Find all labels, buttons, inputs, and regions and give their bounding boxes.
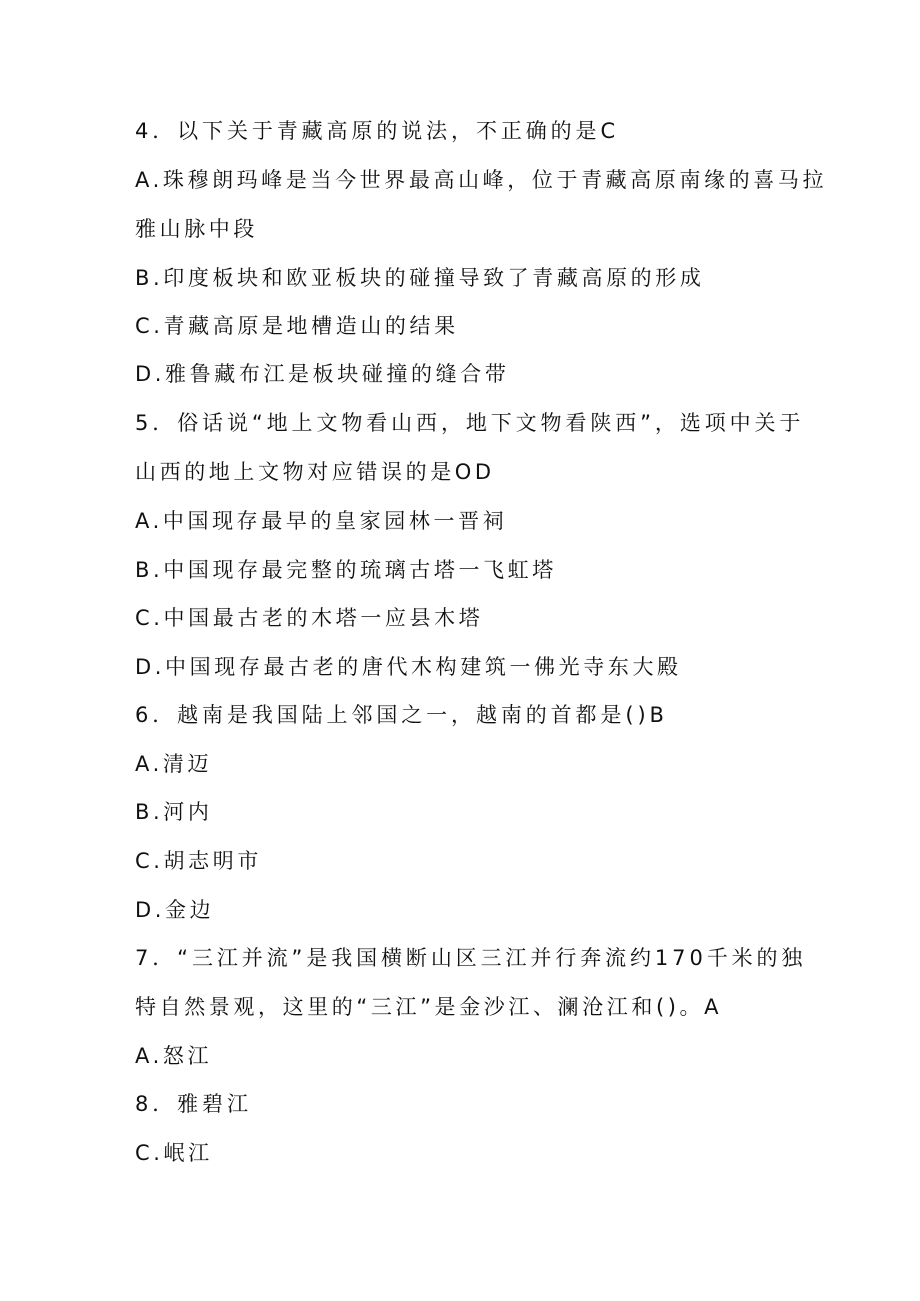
option-4d: D.雅鲁藏布江是板块碰撞的缝合带 <box>135 362 510 386</box>
question-5: 5．俗话说“地上文物看山西，地下文物看陕西”，选项中关于 <box>135 411 805 435</box>
option-4b: B.印度板块和欧亚板块的碰撞导致了青藏高原的形成 <box>135 266 705 290</box>
question-8: 8．雅碧江 <box>135 1092 252 1116</box>
question-7: 7．“三江并流”是我国横断山区三江并行奔流约170千米的独 <box>135 946 807 970</box>
option-6b: B.河内 <box>135 800 213 824</box>
option-4a: A.珠穆朗玛峰是当今世界最高山峰，位于青藏高原南缘的喜马拉 <box>135 168 828 192</box>
question-6: 6．越南是我国陆上邻国之一，越南的首都是()B <box>135 703 668 727</box>
option-7a: A.怒江 <box>135 1044 213 1068</box>
option-4c: C.青藏高原是地槽造山的结果 <box>135 314 459 338</box>
option-5c: C.中国最古老的木塔一应县木塔 <box>135 606 484 630</box>
option-4a-continued: 雅山脉中段 <box>135 217 258 241</box>
question-4: 4．以下关于青藏高原的说法，不正确的是C <box>135 119 620 143</box>
option-5b: B.中国现存最完整的琉璃古塔一飞虹塔 <box>135 558 557 582</box>
option-7c: C.岷江 <box>135 1141 213 1165</box>
option-6c: C.胡志明市 <box>135 849 262 873</box>
question-5-continued: 山西的地上文物对应错误的是OD <box>135 460 495 484</box>
option-5a: A.中国现存最早的皇家园林一晋祠 <box>135 509 508 533</box>
option-6d: D.金边 <box>135 898 215 922</box>
option-5d: D.中国现存最古老的唐代木构建筑一佛光寺东大殿 <box>135 655 682 679</box>
question-7-continued: 特自然景观，这里的“三江”是金沙江、澜沧江和()。A <box>135 995 723 1019</box>
option-6a: A.清迈 <box>135 752 213 776</box>
